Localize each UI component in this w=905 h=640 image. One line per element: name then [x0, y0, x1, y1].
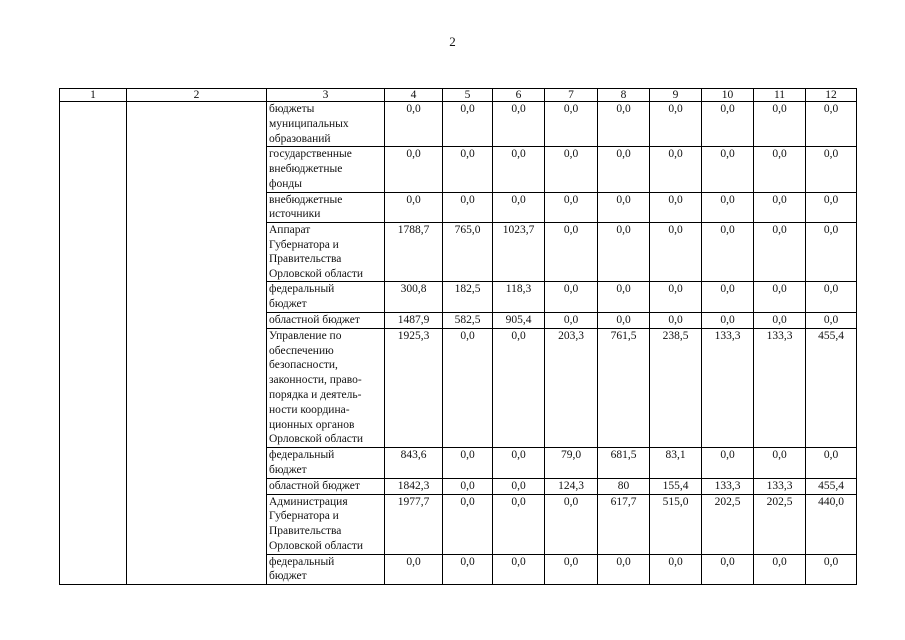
header-cell: 3	[267, 89, 385, 102]
value-cell: 0,0	[598, 102, 650, 147]
row-label-line: Орловской области	[269, 267, 364, 280]
value-cell: 0,0	[754, 147, 806, 192]
header-row	[60, 89, 857, 102]
value-cell: 0,0	[702, 222, 754, 281]
page-number: 2	[449, 34, 456, 49]
row-label-line: государственные	[269, 148, 352, 161]
value-cell: 0,0	[493, 494, 545, 554]
table-body	[60, 89, 857, 585]
value-cell: 1023,7	[493, 222, 545, 281]
value-cell: 83,1	[650, 448, 702, 479]
header-cell: 5	[443, 89, 493, 102]
row-label-line: Орловской области	[269, 433, 364, 446]
row-label	[267, 102, 385, 147]
row-label-line: Управление по	[269, 329, 342, 342]
value-cell: 0,0	[754, 554, 806, 585]
value-cell: 133,3	[754, 478, 806, 494]
value-cell: 0,0	[806, 192, 857, 222]
row-label-line: фонды	[269, 177, 302, 190]
value-cell: 905,4	[493, 312, 545, 328]
row-label-line: образований	[269, 132, 331, 145]
row-label-line: областной бюджет	[269, 313, 360, 326]
value-cell: 133,3	[702, 478, 754, 494]
value-cell: 133,3	[754, 328, 806, 447]
value-cell: 582,5	[443, 312, 493, 328]
value-cell: 0,0	[754, 448, 806, 479]
value-cell: 0,0	[598, 312, 650, 328]
col2-cell	[127, 102, 267, 585]
value-cell: 0,0	[754, 192, 806, 222]
value-cell: 0,0	[650, 282, 702, 313]
row-label	[267, 554, 385, 585]
value-cell: 0,0	[385, 554, 443, 585]
value-cell: 0,0	[806, 102, 857, 147]
value-cell: 0,0	[493, 554, 545, 585]
value-cell: 0,0	[493, 328, 545, 447]
value-cell: 1925,3	[385, 328, 443, 447]
value-cell: 79,0	[545, 448, 598, 479]
value-cell: 0,0	[443, 448, 493, 479]
row-label-line: федеральный	[269, 283, 335, 296]
row-label-line: источники	[269, 208, 321, 221]
value-cell: 0,0	[493, 448, 545, 479]
value-cell: 617,7	[598, 494, 650, 554]
value-cell: 0,0	[650, 312, 702, 328]
value-cell: 0,0	[545, 222, 598, 281]
value-cell: 0,0	[545, 494, 598, 554]
value-cell: 0,0	[702, 312, 754, 328]
value-cell: 238,5	[650, 328, 702, 447]
value-cell: 1788,7	[385, 222, 443, 281]
value-cell: 0,0	[443, 494, 493, 554]
header-cell: 12	[806, 89, 857, 102]
value-cell: 1487,9	[385, 312, 443, 328]
value-cell: 118,3	[493, 282, 545, 313]
row-label-line: муниципальных	[269, 117, 349, 130]
row-label-line: бюджет	[269, 570, 307, 583]
value-cell: 0,0	[545, 554, 598, 585]
value-cell: 515,0	[650, 494, 702, 554]
value-cell: 0,0	[754, 222, 806, 281]
row-label-line: безопасности,	[269, 359, 338, 372]
value-cell: 0,0	[806, 448, 857, 479]
value-cell: 0,0	[598, 192, 650, 222]
budget-table	[59, 88, 857, 585]
value-cell: 0,0	[598, 147, 650, 192]
row-label-line: Орловской области	[269, 539, 364, 552]
value-cell: 0,0	[493, 478, 545, 494]
header-cell: 7	[545, 89, 598, 102]
header-cell: 8	[598, 89, 650, 102]
value-cell: 765,0	[443, 222, 493, 281]
row-label-line: бюджеты	[269, 103, 315, 115]
value-cell: 1842,3	[385, 478, 443, 494]
value-cell: 0,0	[702, 554, 754, 585]
row-label	[267, 494, 385, 554]
header-cell: 9	[650, 89, 702, 102]
value-cell: 0,0	[443, 478, 493, 494]
value-cell: 0,0	[545, 282, 598, 313]
value-cell: 300,8	[385, 282, 443, 313]
header-cell: 4	[385, 89, 443, 102]
row-label	[267, 282, 385, 313]
value-cell: 133,3	[702, 328, 754, 447]
value-cell: 843,6	[385, 448, 443, 479]
row-label-line: порядка и деятель-	[269, 388, 362, 401]
row-label	[267, 222, 385, 281]
row-label-line: областной бюджет	[269, 479, 360, 492]
value-cell: 0,0	[598, 222, 650, 281]
value-cell: 0,0	[650, 102, 702, 147]
value-cell: 681,5	[598, 448, 650, 479]
row-label-line: внебюджетные	[269, 193, 343, 206]
value-cell: 182,5	[443, 282, 493, 313]
value-cell: 0,0	[754, 102, 806, 147]
value-cell: 0,0	[598, 554, 650, 585]
row-label	[267, 147, 385, 192]
row-label-line: федеральный	[269, 449, 335, 462]
value-cell: 0,0	[493, 147, 545, 192]
value-cell: 0,0	[545, 192, 598, 222]
row-label	[267, 312, 385, 328]
header-cell: 6	[493, 89, 545, 102]
value-cell: 80	[598, 478, 650, 494]
row-label-line: Правительства	[269, 525, 342, 538]
row-label	[267, 478, 385, 494]
header-cell: 1	[60, 89, 127, 102]
value-cell: 0,0	[806, 147, 857, 192]
value-cell: 761,5	[598, 328, 650, 447]
value-cell: 0,0	[443, 554, 493, 585]
value-cell: 0,0	[545, 312, 598, 328]
value-cell: 0,0	[806, 282, 857, 313]
row-label-line: обеспечению	[269, 344, 334, 357]
value-cell: 0,0	[754, 282, 806, 313]
value-cell: 0,0	[702, 102, 754, 147]
value-cell: 0,0	[545, 102, 598, 147]
row-label-line: федеральный	[269, 555, 335, 568]
value-cell: 455,4	[806, 328, 857, 447]
value-cell: 203,3	[545, 328, 598, 447]
value-cell: 155,4	[650, 478, 702, 494]
value-cell: 0,0	[443, 147, 493, 192]
row-label-line: внебюджетные	[269, 163, 343, 176]
header-cell: 10	[702, 89, 754, 102]
value-cell: 0,0	[702, 448, 754, 479]
value-cell: 0,0	[806, 312, 857, 328]
value-cell: 440,0	[806, 494, 857, 554]
value-cell: 0,0	[806, 554, 857, 585]
value-cell: 0,0	[754, 312, 806, 328]
row-label-line: бюджет	[269, 463, 307, 476]
value-cell: 0,0	[598, 282, 650, 313]
value-cell: 0,0	[493, 102, 545, 147]
row-label-line: Губернатора и	[269, 510, 339, 523]
value-cell: 0,0	[650, 147, 702, 192]
value-cell: 0,0	[650, 554, 702, 585]
value-cell: 124,3	[545, 478, 598, 494]
header-cell: 11	[754, 89, 806, 102]
row-label-line: Администрация	[269, 495, 348, 508]
value-cell: 0,0	[650, 192, 702, 222]
value-cell: 202,5	[702, 494, 754, 554]
row-label-line: Правительства	[269, 253, 342, 266]
header-cell: 2	[127, 89, 267, 102]
value-cell: 202,5	[754, 494, 806, 554]
value-cell: 0,0	[545, 147, 598, 192]
value-cell: 0,0	[385, 147, 443, 192]
row-label-line: Аппарат	[269, 223, 311, 236]
value-cell: 0,0	[493, 192, 545, 222]
value-cell: 0,0	[443, 192, 493, 222]
value-cell: 0,0	[702, 192, 754, 222]
row-label-line: законности, право-	[269, 374, 362, 387]
row-label-line: ционных органов	[269, 418, 355, 431]
value-cell: 455,4	[806, 478, 857, 494]
row-label	[267, 448, 385, 479]
value-cell: 0,0	[650, 222, 702, 281]
row-label	[267, 192, 385, 222]
value-cell: 0,0	[443, 102, 493, 147]
value-cell: 0,0	[702, 147, 754, 192]
row-label-line: бюджет	[269, 298, 307, 311]
value-cell: 0,0	[385, 102, 443, 147]
value-cell: 1977,7	[385, 494, 443, 554]
value-cell: 0,0	[702, 282, 754, 313]
value-cell: 0,0	[443, 328, 493, 447]
table-row	[60, 102, 857, 147]
col1-cell	[60, 102, 127, 585]
row-label-line: Губернатора и	[269, 238, 339, 251]
row-label	[267, 328, 385, 447]
row-label-line: ности координа-	[269, 403, 350, 416]
value-cell: 0,0	[385, 192, 443, 222]
value-cell: 0,0	[806, 222, 857, 281]
